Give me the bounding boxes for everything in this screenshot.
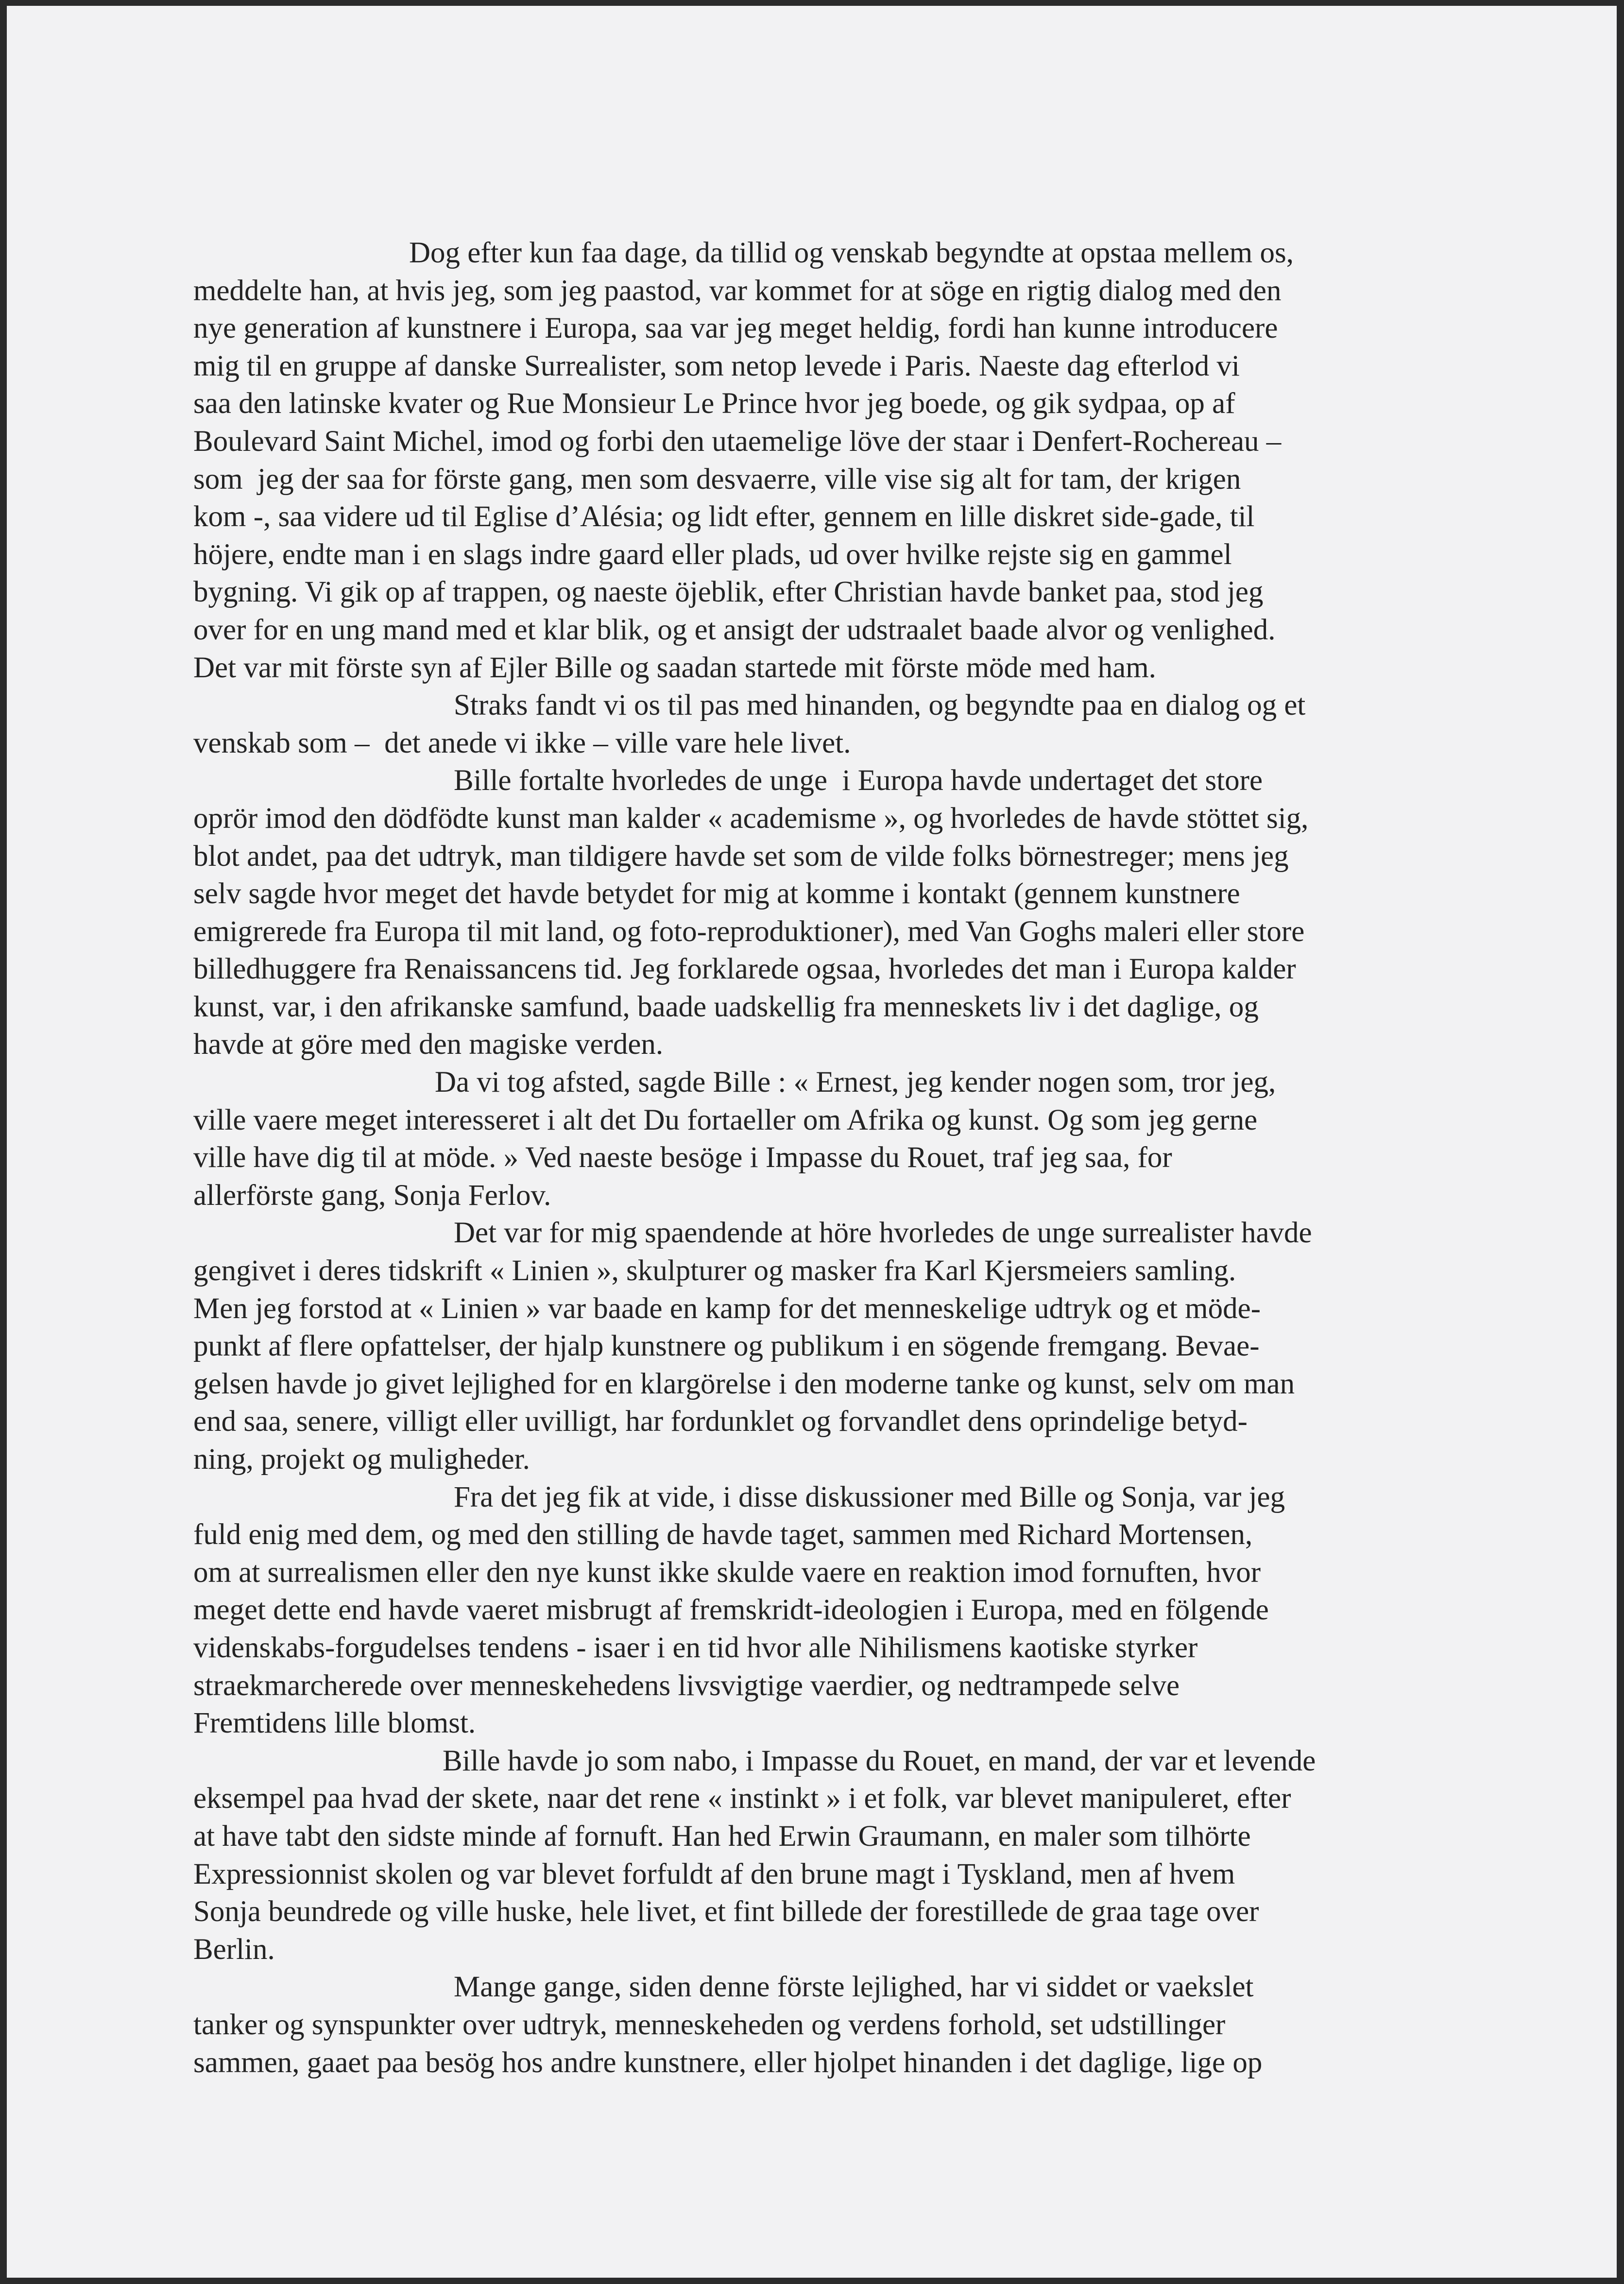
text-line: selv sagde hvor meget det havde betydet for mig at komme i kontakt (gennem kunstnere xyxy=(193,877,1240,910)
text-line: gelsen havde jo givet lejlighed for en klargörelse i den moderne tanke og kunst, selv om man xyxy=(193,1367,1295,1400)
text-line: gengivet i deres tidskrift « Linien », skulpturer og masker fra Karl Kjersmeiers samling. xyxy=(193,1254,1236,1288)
text-line: punkt af flere opfattelser, der hjalp kunstnere og publikum i en sögende fremgang. Bevae- xyxy=(193,1330,1260,1363)
text-line: kunst, var, i den afrikanske samfund, baade uadskellig fra menneskets liv i det daglige, og xyxy=(193,990,1259,1023)
text-line: Fremtidens lille blomst. xyxy=(193,1707,476,1740)
text-line: Dog efter kun faa dage, da tillid og venskab begyndte at opstaa mellem os, xyxy=(409,237,1294,269)
text-line: at have tabt den sidste minde af fornuft. Han hed Erwin Graumann, en maler som tilhörte xyxy=(193,1820,1251,1853)
text-line: videnskabs-forgudelses tendens - isaer i en tid hvor alle Nihilismens kaotiske styrker xyxy=(193,1631,1198,1664)
text-line: höjere, endte man i en slags indre gaard eller plads, ud over hvilke rejste sig en gammel xyxy=(193,538,1232,571)
text-line: saa den latinske kvater og Rue Monsieur Le Prince hvor jeg boede, og gik sydpaa, op af xyxy=(193,387,1235,420)
text-line: ville vaere meget interesseret i alt det Du fortaeller om Afrika og kunst. Og som jeg gerne xyxy=(193,1103,1258,1136)
text-line: Expressionnist skolen og var blevet forfuldt af den brune magt i Tyskland, men af hvem xyxy=(193,1857,1235,1890)
text-line: bygning. Vi gik op af trappen, og naeste öjeblik, efter Christian havde banket paa, stod jeg xyxy=(193,576,1264,609)
text-line: Bille havde jo som nabo, i Impasse du Rouet, en mand, der var et levende xyxy=(443,1744,1316,1777)
body-text xyxy=(193,234,1388,2081)
text-line: Men jeg forstod at « Linien » var baade en kamp for det menneskelige udtryk og et möde- xyxy=(193,1292,1261,1325)
text-line: om at surrealismen eller den nye kunst ikke skulde vaere en reaktion imod fornuften, hvor xyxy=(193,1556,1261,1589)
text-line: nye generation af kunstnere i Europa, saa var jeg meget heldig, fordi han kunne introducere xyxy=(193,312,1278,345)
text-line: billedhuggere fra Renaissancens tid. Jeg forklarede ogsaa, hvorledes det man i Europa kalder xyxy=(193,953,1296,986)
text-line: end saa, senere, villigt eller uvilligt, har fordunklet og forvandlet dens oprindelige betyd- xyxy=(193,1405,1248,1438)
text-line: som jeg der saa for förste gang, men som desvaerre, ville vise sig alt for tam, der krigen xyxy=(193,463,1241,496)
text-line: emigrerede fra Europa til mit land, og foto-reproduktioner), med Van Goghs maleri eller store xyxy=(193,915,1305,948)
text-line: blot andet, paa det udtryk, man tildigere havde set som de vilde folks börnestreger; mens jeg xyxy=(193,840,1289,873)
text-line: straekmarcherede over menneskehedens livsvigtige vaerdier, og nedtrampede selve xyxy=(193,1669,1180,1702)
text-line: Bille fortalte hvorledes de unge i Europa havde undertaget det store xyxy=(454,764,1263,797)
text-line: ning, projekt og muligheder. xyxy=(193,1443,530,1476)
text-line: meddelte han, at hvis jeg, som jeg paastod, var kommet for at söge en rigtig dialog med den xyxy=(193,274,1282,307)
text-line: Straks fandt vi os til pas med hinanden, og begyndte paa en dialog og et xyxy=(454,689,1306,722)
text-line: allerförste gang, Sonja Ferlov. xyxy=(193,1179,551,1212)
text-line: Da vi tog afsted, sagde Bille : « Ernest, jeg kender nogen som, tror jeg, xyxy=(435,1066,1276,1099)
text-line: venskab som – det anede vi ikke – ville vare hele livet. xyxy=(193,726,851,759)
text-line: meget dette end havde vaeret misbrugt af fremskridt-ideologien i Europa, med en fölgende xyxy=(193,1594,1269,1627)
text-line: Sonja beundrede og ville huske, hele livet, et fint billede der forestillede de graa tage over xyxy=(193,1895,1259,1928)
text-line: Fra det jeg fik at vide, i disse diskussioner med Bille og Sonja, var jeg xyxy=(454,1480,1285,1513)
text-line: oprör imod den dödfödte kunst man kalder « academisme », og hvorledes de havde stöttet sig, xyxy=(193,802,1309,835)
text-line: ville have dig til at möde. » Ved naeste besöge i Impasse du Rouet, traf jeg saa, for xyxy=(193,1141,1172,1174)
text-line: Boulevard Saint Michel, imod og forbi den utaemelige löve der staar i Denfert-Rochereau – xyxy=(193,425,1282,458)
text-line: havde at göre med den magiske verden. xyxy=(193,1028,664,1061)
text-line: mig til en gruppe af danske Surrealister, som netop levede i Paris. Naeste dag efterlod vi xyxy=(193,349,1240,382)
text-line: Berlin. xyxy=(193,1933,275,1966)
text-line: eksempel paa hvad der skete, naar det rene « instinkt » i et folk, var blevet manipuleret, efter xyxy=(193,1782,1291,1815)
text-line: sammen, gaaet paa besög hos andre kunstnere, eller hjolpet hinanden i det daglige, lige op xyxy=(193,2046,1263,2079)
text-line: Det var for mig spaendende at höre hvorledes de unge surrealister havde xyxy=(454,1217,1312,1250)
text-line: fuld enig med dem, og med den stilling de havde taget, sammen med Richard Mortensen, xyxy=(193,1518,1253,1551)
text-line: kom -, saa videre ud til Eglise d’Alésia; og lidt efter, gennem en lille diskret side-gade, til xyxy=(193,500,1255,533)
paper-sheet xyxy=(7,6,1617,2278)
text-line: tanker og synspunkter over udtryk, menneskeheden og verdens forhold, set udstillinger xyxy=(193,2008,1226,2041)
text-line: Mange gange, siden denne förste lejlighed, har vi siddet or vaekslet xyxy=(454,1971,1254,2004)
text-line: over for en ung mand med et klar blik, og et ansigt der udstraalet baade alvor og venlighed. xyxy=(193,613,1276,646)
text-line: Det var mit förste syn af Ejler Bille og saadan startede mit förste möde med ham. xyxy=(193,651,1156,684)
